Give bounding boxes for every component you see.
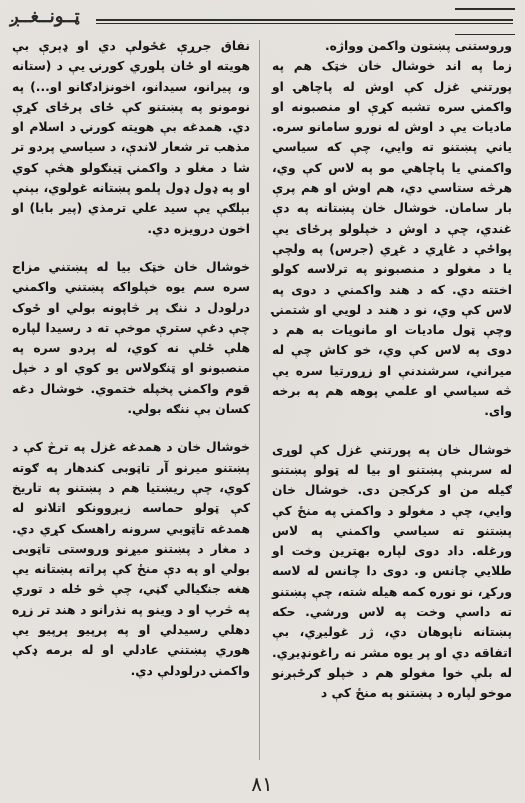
- header-rule: [96, 19, 513, 21]
- right-paragraph-3: خوشال خان په پورتني غزل کې لوړی له سربنې پښتنو او بيا له ټولو پښتنو ګيله من او کرکجن دی. خوشال خان وايي، چې د مغولو د واکمنۍ په منځ کې پښتنو ته سياسي واکمني په لاس ورغله. داد دوی لپاره بهترين وخت او طلايي چانس و. دوی دا چانس له لاسه ورکړ، نو نوره کمه هيله شته، چې پښتنو ته داسې وخت په لاس ورشي. حکه پښتانه ناپوهان دي، ژر غوليږي، بې اتفاقه دي او پر يوه مشر نه راغونډيږي. له بلې خوا مغولو هم د خپلو ګرځېږنو موخو لپاره د پښتنو په منځ کې د: [272, 442, 512, 701]
- right-column: [272, 36, 512, 704]
- left-paragraph-1: نفاق جرړې غځولې دي او ډېرې بې هويته او ځان پلوري کورنۍ يې د (ستانه و، پيرانو، سيدانو، اخونزادګانو او...) په نومونو په پښتنو کې ځای پرځای کړې دي. همدغه بې هويته کورنۍ د اسلام او مذهب تر شعار لاندې، د سياسي پردو تر شا د مغلو د واکمنۍ ټينګولو هڅې کوي او په ډول ډول پلمو پښتانه غولوي، بېنې بېلګې يې سيد علي ترمذي (پير بابا) او اخون درويزه دي.: [12, 39, 250, 236]
- header-ornament: [455, 8, 515, 35]
- left-column: [12, 36, 250, 681]
- right-paragraph-2: زما په اند خوشال خان خټک هم په پورتني غزل کې اوش له پاچاهۍ او واکمنۍ سره تشبه کړې او منصبونه او ماديات يې د اوش له نورو سامانو سره. ياني پښتنو ته وايي، چې که سياسي واکمني يا پاچاهي مو په لاس کې وي، هرڅه ستاسي دي، هم اوش او هم پرې بار سامان. خوشال خان پښتانه په دې غندي، چې د اوش د خپلولو پرځای يې پواځې د غاړي د غړي (جرس) په ولچې يا د مغولو د منصبونو په ترلاسه کولو اختته دي. که د هند واکمني د دوی په لاس کې وي، نو د هند د لويي او شتمنۍ وچې ټول ماديات او مانويات به هم د دوی په لاس کې وي، خو کاش چې له ميراني، سرشندنې او زړورتيا سره يې څه سياسي او علمي پوهه هم په برخه وای.: [272, 59, 512, 419]
- column-divider: [259, 40, 260, 760]
- running-header-title: ټــونــغــږ: [10, 6, 80, 27]
- left-paragraph-3: خوشال خان د همدغه غزل په ترڅ کې د پښتنو میرنو آر تاټوبی کندهار په ګوته کوي، چې ريښتيا هم د پښتنو په تاريخ کې ټولو حماسه زيږوونکو اتلانو له همدغه تاټوبي سرونه راهسک کړي دي. د مغار د پښتنو ميړنو وروستی تاټوبی بولي او په دې منځ کې پراته پښتانه يې هغه جنګيالي ګڼي، چې څو ځله د توري په څرپ او د وينو په نذرانو د هند تر زړه دهلي رسيدلي او په پرپيو پرپيو يې هوري پښتني عادلي او له برمه ډکې واکمنۍ درلودلې دي.: [12, 440, 250, 678]
- page-number: ٨١: [251, 772, 273, 796]
- header-rule-thin: [96, 23, 513, 24]
- left-paragraph-2: خوشال خان خټک بيا له پښتني مزاج سره سم يوه خپلواکه پښتني واکمني درلودل د ننګ پر څاپونه بولي او ځوک چې دغې سترې موخې ته د رسيدا لپاره هلې ځلې نه کوي، له پردو سره په منصبونو او ټنګولاس يو کوي او د خپل قوم واکمنۍ پخپله ختموي. خوشال دغه کسان بې ننګه بولي.: [12, 259, 250, 417]
- right-paragraph-1: وروستنی پښتون واکمن وواژه.: [325, 39, 512, 53]
